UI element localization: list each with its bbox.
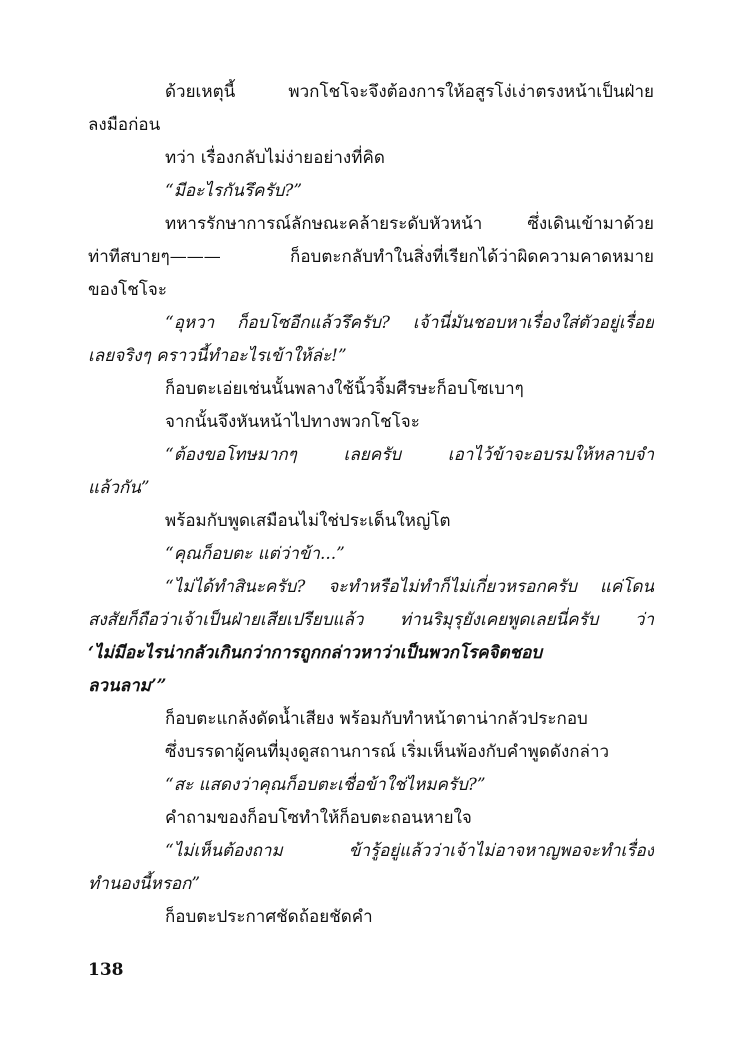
text-line: “ต้องขอโทษมากๆ เลยครับ เอาไว้ข้าจะอบรมให้หลาบจำ [165,445,654,465]
text-line: ทว่า เรื่องกลับไม่ง่ายอย่างที่คิด [165,148,385,168]
text-line: “สะ แสดงว่าคุณก็อบตะเชื่อข้าใช่ไหมครับ?” [165,775,486,795]
text-line: เลยจริงๆ คราวนี้ทำอะไรเข้าให้ล่ะ!” [88,346,347,366]
text-line: “ไม่ได้ทำสินะครับ? จะทำหรือไม่ทำก็ไม่เกี่ยวหรอกครับ แค่โดน [165,577,654,597]
page-number: 138 [88,960,124,980]
text-line: “คุณก็อบตะ แต่ว่าข้า...” [165,544,345,564]
text-line: ด้วยเหตุนี้ พวกโชโจะจึงต้องการให้อสูรโง่เง่าตรงหน้าเป็นฝ่าย [165,82,654,102]
body-text [88,76,654,934]
text-line: ก็อบตะแกล้งดัดน้ำเสียง พร้อมกับทำหน้าตาน่ากลัวประกอบ [165,709,588,729]
text-line: “อุหวา ก็อบโซอีกแล้วรึครับ? เจ้านี่มันชอบหาเรื่องใส่ตัวอยู่เรื่อย [165,313,654,333]
text-line: แล้วกัน” [88,478,150,498]
text-line: ทหารรักษาการณ์ลักษณะคล้ายระดับหัวหน้า ซึ่งเดินเข้ามาด้วย [165,214,654,234]
text-line: ก็อบตะประกาศชัดถ้อยชัดคำ [165,907,373,927]
text-line: ซึ่งบรรดาผู้คนที่มุงดูสถานการณ์ เริ่มเห็นพ้องกับคำพูดดังกล่าว [165,742,610,762]
text-line: “มีอะไรกันรึครับ?” [165,181,303,201]
text-line: ของโชโจะ [88,280,168,300]
text-line: ก็อบตะเอ่ยเช่นนั้นพลางใช้นิ้วจิ้มศีรษะก็อบโซเบาๆ [165,379,524,399]
text-line: คำถามของก็อบโซทำให้ก็อบตะถอนหายใจ [165,808,472,828]
text-line: ทำนองนี้หรอก” [88,874,201,894]
text-line: ‘ไม่มีอะไรน่ากลัวเกินกว่าการถูกกล่าวหาว่าเป็นพวกโรคจิตชอบ [88,643,543,663]
text-line: ท่าทีสบายๆ——— ก็อบตะกลับทำในสิ่งที่เรียกได้ว่าผิดความคาดหมาย [88,247,654,267]
text-line: ลวนลาม’” [88,676,167,696]
text-line: สงสัยก็ถือว่าเจ้าเป็นฝ่ายเสียเปรียบแล้ว ท่านริมุรุยังเคยพูดเลยนี่ครับ ว่า [88,610,654,630]
text-line: ลงมือก่อน [88,115,161,135]
text-line: “ไม่เห็นต้องถาม ข้ารู้อยู่แล้วว่าเจ้าไม่อาจหาญพอจะทำเรื่อง [165,841,654,861]
text-line: จากนั้นจึงหันหน้าไปทางพวกโชโจะ [165,412,420,432]
text-line: พร้อมกับพูดเสมือนไม่ใช่ประเด็นใหญ่โต [165,511,451,531]
